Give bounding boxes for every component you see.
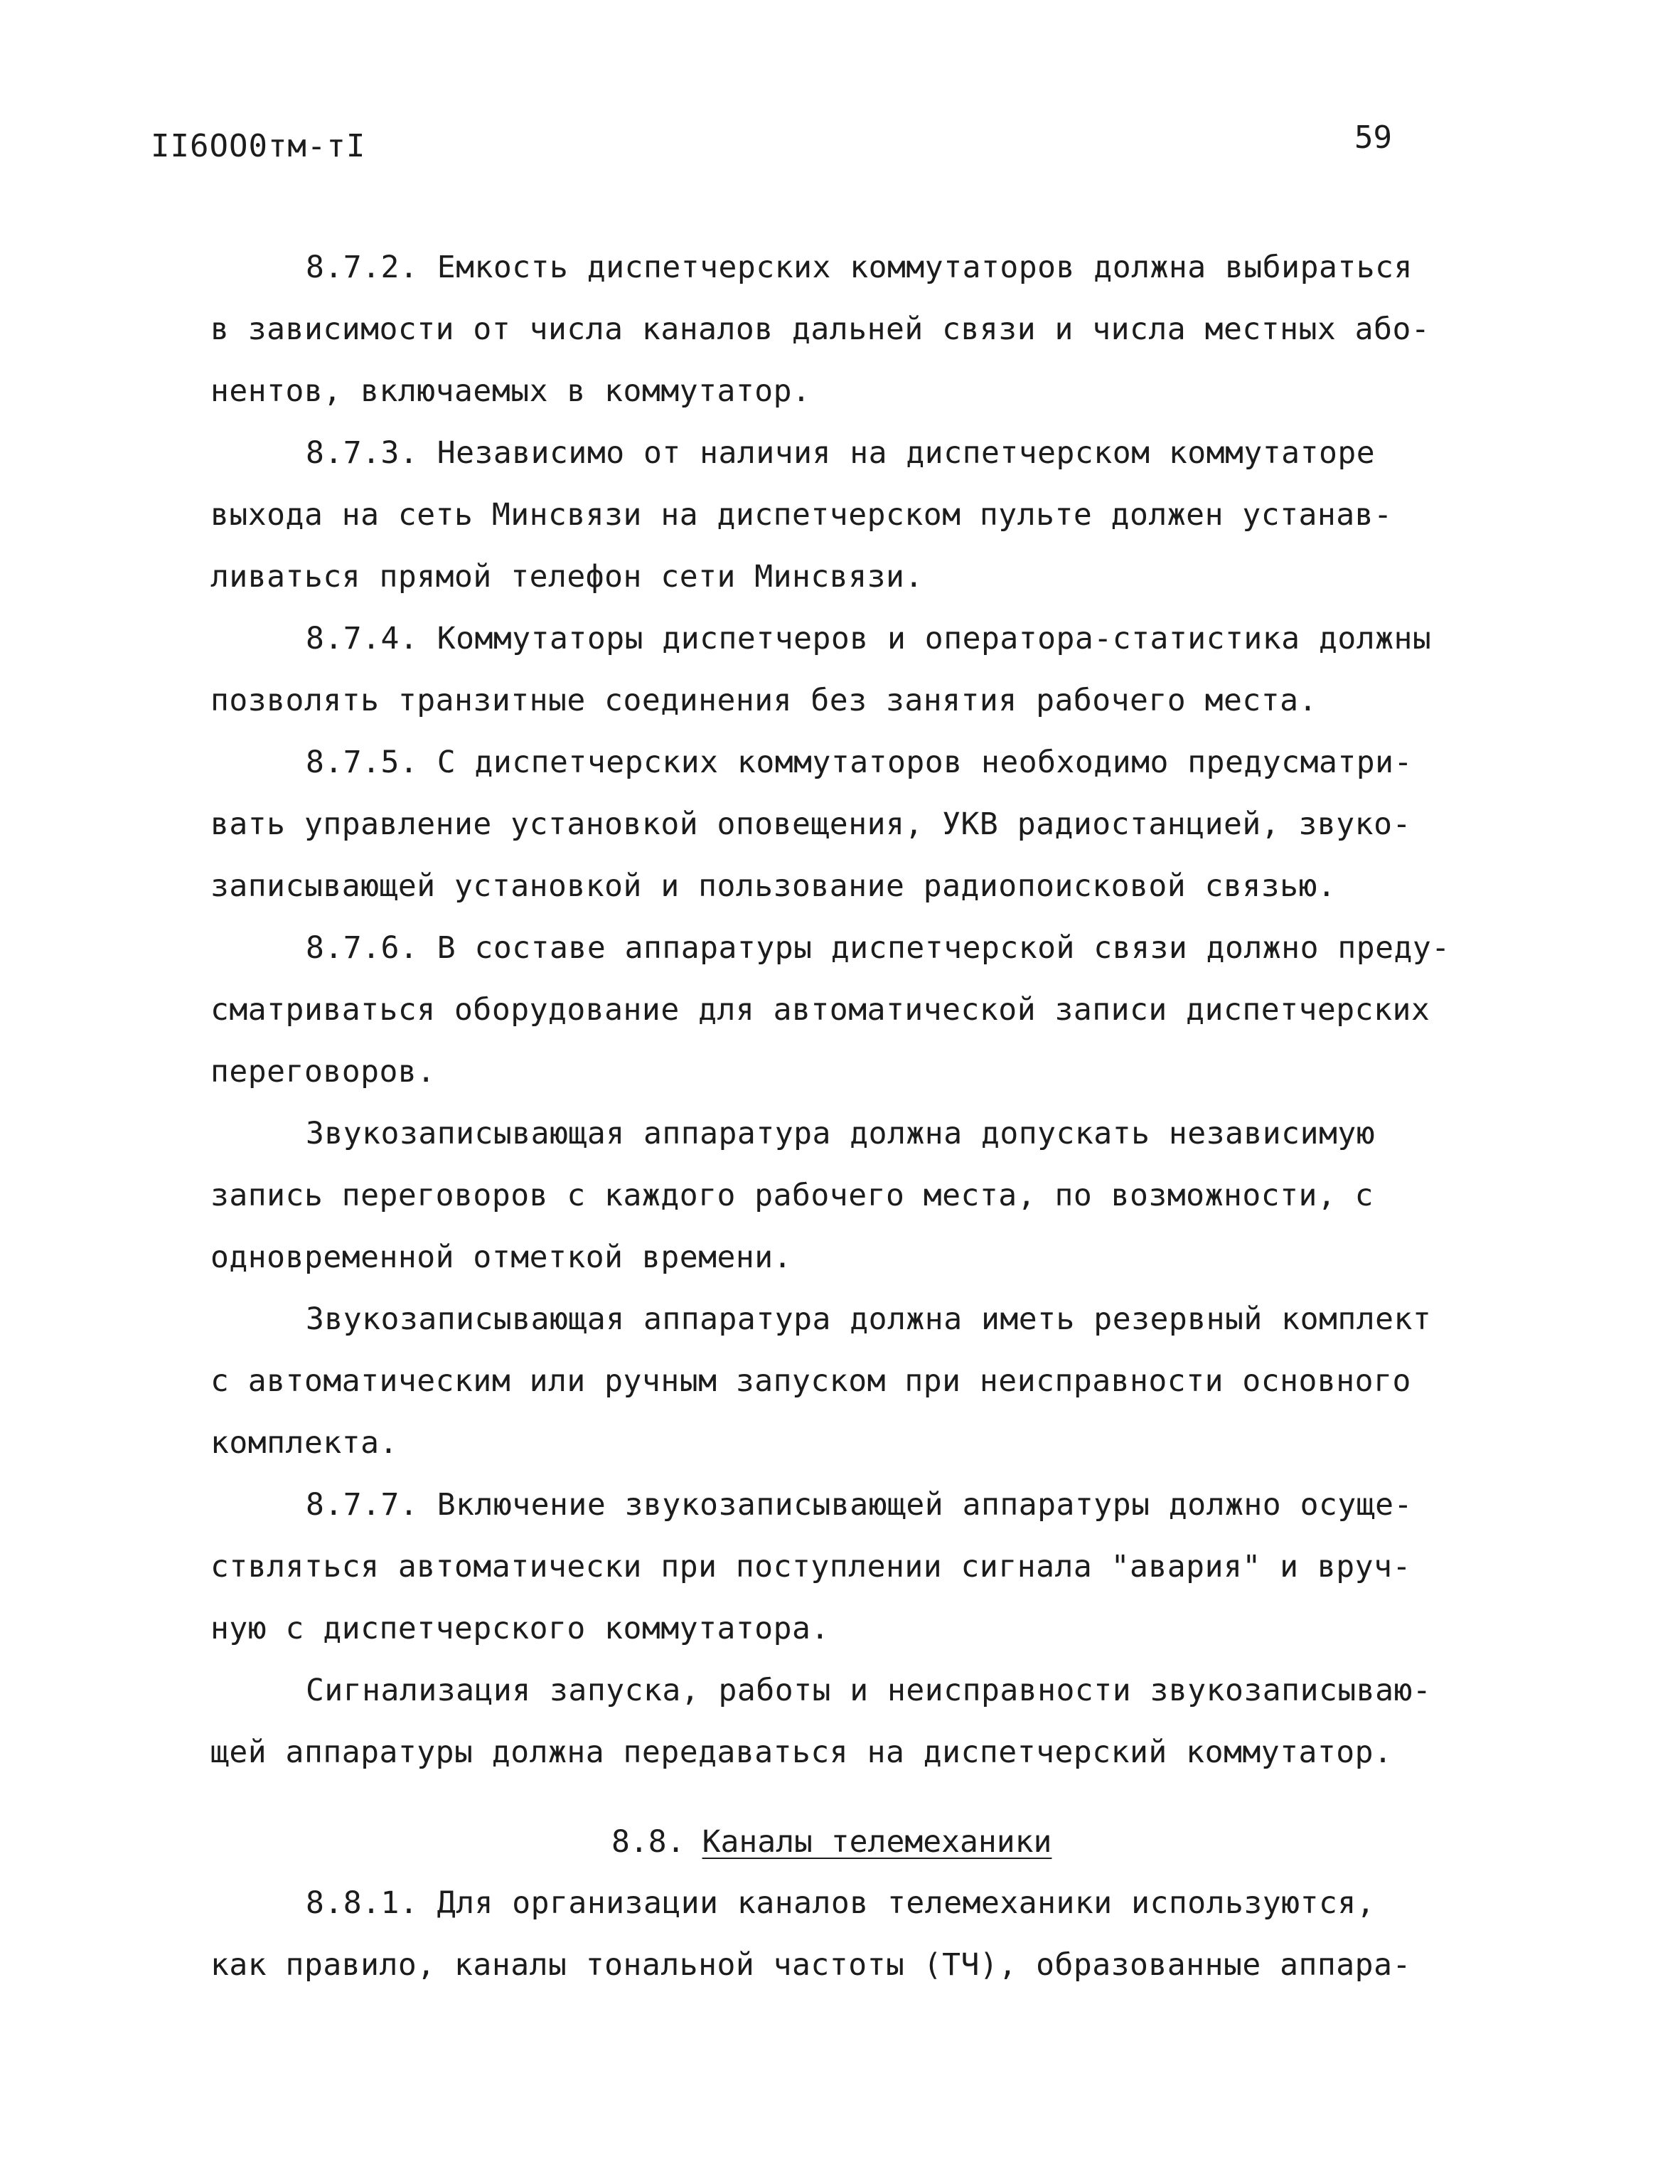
text-line: переговоров. xyxy=(210,1054,436,1090)
text-line: сматриваться оборудование для автоматической записи диспетчерских xyxy=(210,992,1430,1028)
text-line: 8.7.2. Емкость диспетчерских коммутаторов должна выбираться xyxy=(306,250,1413,285)
text-line: Сигнализация запуска, работы и неисправности звукозаписываю- xyxy=(306,1673,1432,1708)
section-heading-number: 8.8. xyxy=(611,1824,685,1860)
text-line: с автоматическим или ручным запуском при неисправности основного xyxy=(210,1363,1411,1399)
text-line: 8.8.1. Для организации каналов телемеханики используются, xyxy=(306,1885,1376,1921)
text-line: щей аппаратуры должна передаваться на диспетчерский коммутатор. xyxy=(210,1735,1393,1770)
document-code: II6ОО0тм-тI xyxy=(151,128,366,164)
text-line: Звукозаписывающая аппаратура должна иметь резервный комплект xyxy=(306,1301,1432,1337)
text-line: 8.7.6. В составе аппаратуры диспетчерской связи должно преду- xyxy=(306,930,1450,966)
text-line: выхода на сеть Минсвязи на диспетчерском пульте должен устанав- xyxy=(210,497,1393,533)
text-line: позволять транзитные соединения без занятия рабочего места. xyxy=(210,683,1317,718)
text-line: Звукозаписывающая аппаратура должна допускать независимую xyxy=(306,1116,1376,1151)
text-line: вать управление установкой оповещения, УКВ радиостанцией, звуко- xyxy=(210,806,1411,842)
text-line: ливаться прямой телефон сети Минсвязи. xyxy=(210,559,924,595)
text-line: одновременной отметкой времени. xyxy=(210,1240,793,1275)
text-line: нентов, включаемых в коммутатор. xyxy=(210,373,811,409)
text-line: 8.7.3. Независимо от наличия на диспетчерском коммутаторе xyxy=(306,435,1376,471)
text-line: записывающей установкой и пользование радиопоисковой связью. xyxy=(210,868,1337,904)
text-line: комплекта. xyxy=(210,1425,398,1461)
text-line: как правило, каналы тональной частоты (ТЧ), образованные аппара- xyxy=(210,1947,1411,1983)
text-line: 8.7.7. Включение звукозаписывающей аппаратуры должно осуще- xyxy=(306,1487,1413,1523)
text-line: 8.7.4. Коммутаторы диспетчеров и оператора-статистика должны xyxy=(306,621,1432,656)
section-heading xyxy=(611,1824,1052,1860)
text-line: 8.7.5. С диспетчерских коммутаторов необходимо предусматри- xyxy=(306,745,1413,780)
text-line: ствляться автоматически при поступлении сигнала "авария" и вруч- xyxy=(210,1549,1411,1584)
page-number: 59 xyxy=(1354,119,1392,156)
text-line: в зависимости от числа каналов дальней связи и числа местных або- xyxy=(210,311,1430,347)
text-line: ную с диспетчерского коммутатора. xyxy=(210,1611,830,1646)
text-line: запись переговоров с каждого рабочего места, по возможности, с xyxy=(210,1178,1374,1213)
section-heading-title: Каналы телемеханики xyxy=(702,1824,1052,1860)
